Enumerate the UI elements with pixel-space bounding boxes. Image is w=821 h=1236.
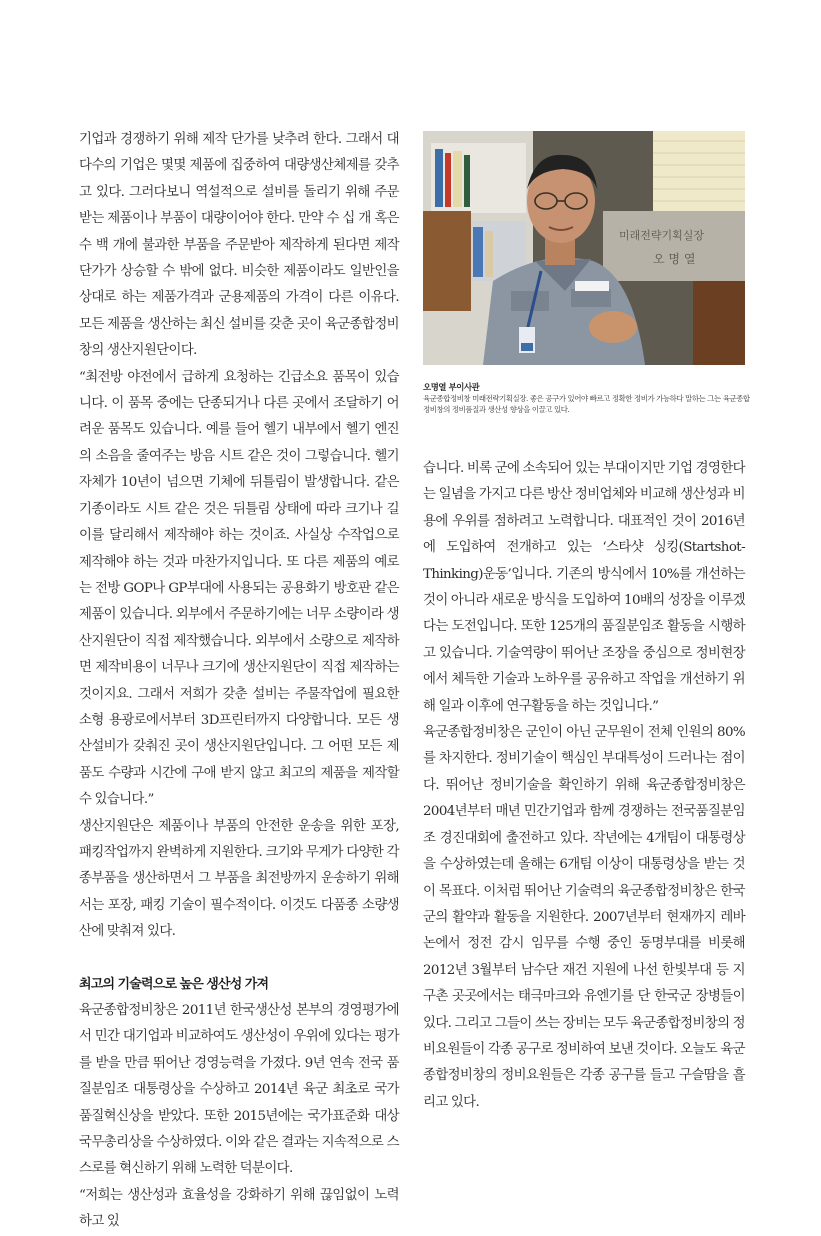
- nameplate-name: 오 명 열: [653, 252, 696, 266]
- body-paragraph: 생산지원단은 제품이나 부품의 안전한 운송을 위한 포장, 패킹작업까지 완벽하게 지원한다. 크기와 무게가 다양한 각종부품을 생산하면서 그 부품을 최전방까지 운송하기 위해서는 포장, 패킹 기술이 필수적이다. 이것도 다품종 소량생산에 맞춰져 있다.: [79, 818, 399, 940]
- left-column: [79, 127, 399, 1236]
- section-heading: 최고의 기술력으로 높은 생산성 가져: [79, 976, 269, 992]
- body-paragraph: “저희는 생산성과 효율성을 강화하기 위해 끊임없이 노력하고 있: [79, 1187, 399, 1230]
- portrait-photo: [423, 131, 745, 365]
- body-paragraph: 육군종합정비창은 군인이 아닌 군무원이 전체 인원의 80%를 차지한다. 정비기술이 핵심인 부대특성이 드러나는 점이다. 뛰어난 정비기술을 확인하기 위해 육군종합정비창은 2004년부터 매년 민간기업과 함께 경쟁하는 전국품질분임조 경진대회에 출전하고 있다. 작년에는 4개팀이 대통령상을 수상하였는데 올해는 6개팀 이상이 대통령상을 받는 것이 목표다. 이처럼 뛰어난 기술력의 육군종합정비창은 한국군의 활약과 활동을 지원한다. 2007년부터 현재까지 레바논에서 정전 감시 임무를 수행 중인 동명부대를 비롯해 2012년 3월부터 남수단 재건 지원에 나선 한빛부대 등 지구촌 곳곳에서는 태극마크와 유엔기를 단 한국군 장병들이 있다. 그리고 그들이 쓰는 장비는 모두 육군종합정비창의 정비요원들이 각종 공구로 정비하여 보낸 것이다. 오늘도 육군종합정비창의 정비요원들은 각종 공구를 들고 구슬땀을 흘리고 있다.: [423, 725, 745, 1110]
- body-paragraph: 기업과 경쟁하기 위해 제작 단가를 낮추려 한다. 그래서 대다수의 기업은 몇몇 제품에 집중하여 대량생산체제를 갖추고 있다. 그러다보니 역설적으로 설비를 돌리기 위해 주문받는 제품이나 부품이 대량이어야 한다. 만약 수 십 개 혹은 수 백 개에 불과한 부품을 주문받아 제작하게 된다면 제작 단가가 상승할 수 밖에 없다. 비슷한 제품이라도 일반인을 상대로 하는 제품가격과 군용제품의 가격이 다른 이유다. 모든 제품을 생산하는 최신 설비를 갖춘 곳이 육군종합정비창의 생산지원단이다.: [79, 132, 399, 359]
- right-column: [423, 456, 745, 1116]
- paragraph-gap: [79, 946, 399, 972]
- nameplate-title: 미래전략기획실장: [619, 229, 705, 242]
- portrait-illustration: [423, 131, 745, 365]
- caption-name: 오명열 부이사관: [423, 382, 480, 392]
- body-paragraph: 습니다. 비록 군에 소속되어 있는 부대이지만 기업 경영한다는 일념을 가지고 다른 방산 정비업체와 비교해 생산성과 비용에 우위를 점하려고 노력합니다. 대표적인 것이 2016년에 도입하여 전개하고 있는 ‘스타샷 싱킹(Startshot-Thinking)운동’입니다. 기존의 방식에서 10%를 개선하는 것이 아니라 새로운 방식을 도입하여 10배의 성장을 이루겠다는 도전입니다. 또한 125개의 품질분임조 활동을 시행하고 있습니다. 기술역량이 뛰어난 조장을 중심으로 정비현장에서 체득한 기술과 노하우를 공유하고 작업을 개선하기 위해 일과 이후에 연구활동을 하는 것입니다.”: [423, 461, 745, 714]
- body-paragraph: 육군종합정비창은 2011년 한국생산성 본부의 경영평가에서 민간 대기업과 비교하여도 생산성이 우위에 있다는 평가를 받을 만큼 뛰어난 경영능력을 가졌다. 9년 연속 전국 품질분임조 대통령상을 수상하고 2014년 육군 최초로 국가품질혁신상을 받았다. 또한 2015년에는 국가표준화 대상 국무총리상을 수상하였다. 이와 같은 결과는 지속적으로 스스로를 혁신하기 위해 노력한 덕분이다.: [79, 1003, 399, 1177]
- caption-text: 육군종합정비창 미래전략기획실장. 좋은 공구가 있어야 빠르고 정확한 정비가 가능하다 말하는 그는 육군종합정비창의 정비품질과 생산성 향상을 이끌고 있다.: [423, 394, 750, 414]
- body-paragraph: “최전방 야전에서 급하게 요청하는 긴급소요 품목이 있습니다. 이 품목 중에는 단종되거나 다른 곳에서 조달하기 어려운 품목도 있습니다. 예를 들어 헬기 내부에서 헬기 엔진의 소음을 줄여주는 방음 시트 같은 것이 그렇습니다. 헬기 자체가 10년이 넘으면 기체에 뒤틀림이 발생합니다. 같은 기종이라도 시트 같은 것은 뒤틀림 상태에 따라 크기나 길이를 달리해서 제작해야 하는 것이죠. 사실상 수작업으로 제작해야 하는 것과 마찬가지입니다. 또 다른 제품의 예로는 전방 GOP나 GP부대에 사용되는 공용화기 방호판 같은 제품이 있습니다. 외부에서 주문하기에는 너무 소량이라 생산지원단이 직접 제작했습니다. 외부에서 소량으로 제작하면 제작비용이 너무나 크기에 생산지원단이 직접 제작하는 것이지요. 그래서 저희가 갖춘 설비는 주물작업에 필요한 소형 용광로에서부터 3D프린터까지 다양합니다. 모든 생산설비가 갖춰진 곳이 생산지원단입니다. 그 어떤 모든 제품도 수량과 시간에 구애 받지 않고 최고의 제품을 제작할 수 있습니다.”: [79, 369, 399, 808]
- photo-caption: [423, 382, 753, 415]
